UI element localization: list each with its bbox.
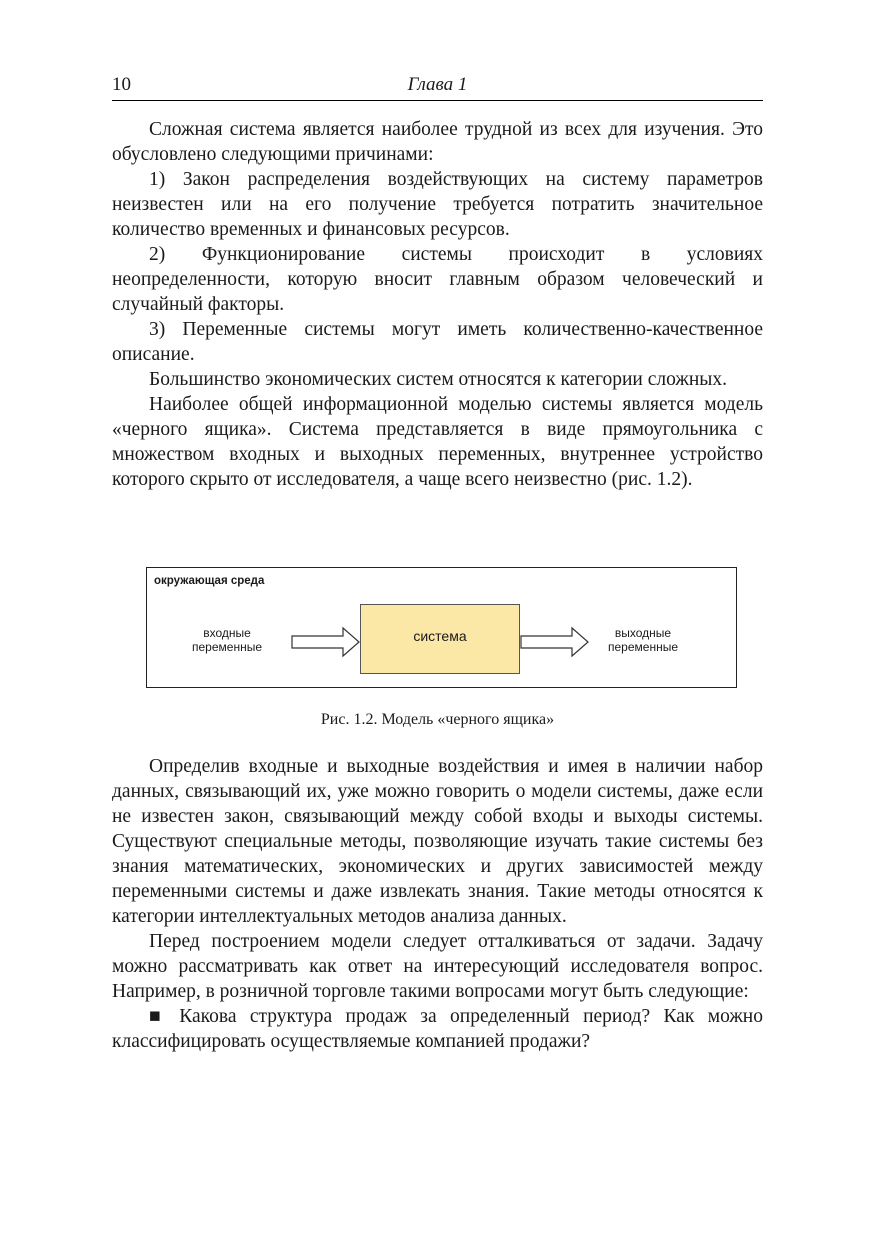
input-arrow-icon <box>291 626 361 658</box>
paragraph: Сложная система является наиболее трудной из всех для изучения. Это обусловлено следующими причинами: <box>112 119 763 165</box>
output-variables-label <box>593 626 693 654</box>
input-label-line: переменные <box>192 640 262 654</box>
output-label-line: выходные <box>614 626 672 640</box>
bullet-icon: ■ <box>149 1006 170 1027</box>
chapter-title: Глава 1 <box>407 74 468 95</box>
paragraph: Большинство экономических систем относятся к категории сложных. <box>149 369 728 390</box>
environment-label: окружающая среда <box>154 575 265 587</box>
figure-caption: Рис. 1.2. Модель «черного ящика» <box>320 711 555 728</box>
intro-text <box>112 117 763 492</box>
paragraph: Определив входные и выходные воздействия и имея в наличии набор данных, связывающий их, уже можно говорить о модели системы, даже если не известен закон, связывающий между собой входы и выходы системы. Существуют специальные методы, позволяющие изучать такие системы без знания математических, экономических и других зависимостей между переменными системы и даже извлекать знания. Такие методы относятся к категории интеллектуальных методов анализа данных. <box>112 756 763 927</box>
page-header <box>112 72 763 101</box>
list-item: 2) Функционирование системы происходит в условиях неопределенности, которую вносит главным образом человеческий и случайный факторы. <box>112 244 763 315</box>
paragraph: Наиболее общей информационной моделью системы является модель «черного ящика». Система представляется в виде прямоугольника с множеством входных и выходных переменных, внутреннее устройство которого скрыто от исследователя, а чаще всего неизвестно (рис. 1.2). <box>112 394 763 490</box>
body-text <box>112 754 763 1054</box>
bullet-text: Какова структура продаж за определенный период? Как можно классифицировать осуществляемые компанией продажи? <box>112 1006 763 1052</box>
system-box: система <box>360 604 520 674</box>
black-box-diagram <box>146 567 737 688</box>
page-number: 10 <box>112 74 131 95</box>
paragraph: Перед построением модели следует отталкиваться от задачи. Задачу можно рассматривать как ответ на интересующий исследователя вопрос. Например, в розничной торговле такими вопросами могут быть следующие: <box>112 931 763 1002</box>
input-variables-label <box>177 626 277 654</box>
list-item: 1) Закон распределения воздействующих на систему параметров неизвестен или на его получение требуется потратить значительное количество временных и финансовых ресурсов. <box>112 169 763 240</box>
input-label-line: входные <box>203 626 251 640</box>
output-arrow-icon <box>520 626 590 658</box>
output-label-line: переменные <box>608 640 678 654</box>
bullet-item <box>112 1004 763 1054</box>
list-item: 3) Переменные системы могут иметь количественно-качественное описание. <box>112 319 763 365</box>
